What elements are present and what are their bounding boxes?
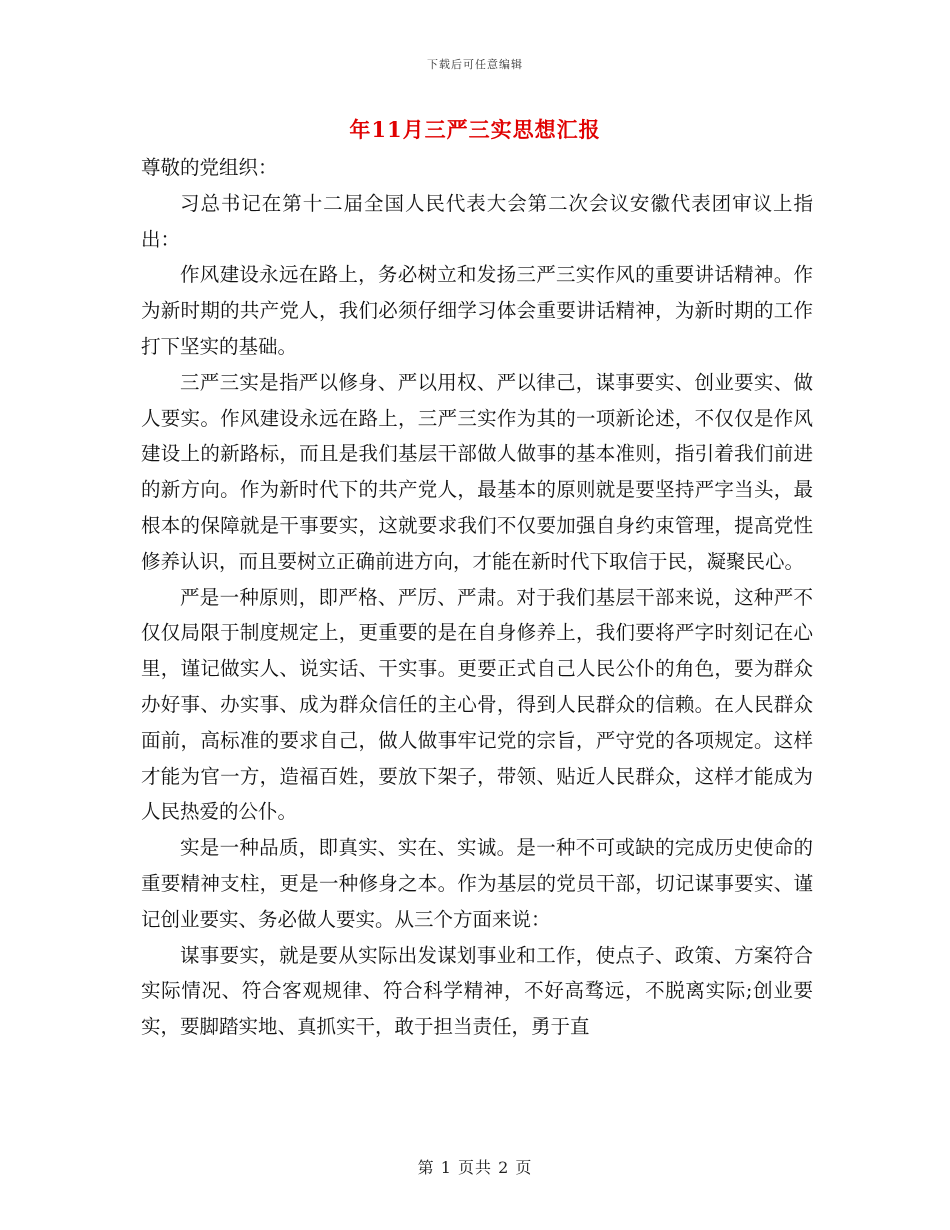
paragraph: 习总书记在第十二届全国人民代表大会第二次会议安徽代表团审议上指出： — [141, 191, 813, 251]
salutation: 尊敬的党组织： — [141, 156, 278, 179]
paragraph: 谋事要实，就是要从实际出发谋划事业和工作，使点子、政策、方案符合实际情况、符合客观规律、符合科学精神，不好高骛远，不脱离实际;创业要实，要脚踏实地、真抓实干，敢于担当责任，勇于直 — [141, 943, 813, 1039]
document-title: 年11月三严三实思想汇报 — [349, 117, 601, 142]
document-body — [141, 150, 813, 1045]
paragraph: 严是一种原则，即严格、严厉、严肃。对于我们基层干部来说，这种严不仅仅局限于制度规定上，更重要的是在自身修养上，我们要将严字时刻记在心里，谨记做实人、说实话、干实事。更要正式自己人民公仆的角色，要为群众办好事、办实事、成为群众信任的主心骨，得到人民群众的信赖。在人民群众面前，高标准的要求自己，做人做事牢记党的宗旨，严守党的各项规定。这样才能为官一方，造福百姓，要放下架子，带领、贴近人民群众，这样才能成为人民热爱的公仆。 — [141, 585, 813, 824]
paragraph: 三严三实是指严以修身、严以用权、严以律己，谋事要实、创业要实、做人要实。作风建设永远在路上，三严三实作为其的一项新论述，不仅仅是作风建设上的新路标，而且是我们基层干部做人做事的基本准则，指引着我们前进的新方向。作为新时代下的共产党人，最基本的原则就是要坚持严字当头，最根本的保障就是干事要实，这就要求我们不仅要加强自身约束管理，提高党性修养认识，而且要树立正确前进方向，才能在新时代下取信于民，凝聚民心。 — [141, 370, 813, 573]
page-header-note: 下载后可任意编辑 — [427, 58, 523, 71]
page-number: 第 1 页共 2 页 — [417, 1158, 533, 1177]
paragraph: 作风建设永远在路上，务必树立和发扬三严三实作风的重要讲话精神。作为新时期的共产党人，我们必须仔细学习体会重要讲话精神，为新时期的工作打下坚实的基础。 — [141, 263, 813, 358]
paragraph: 实是一种品质，即真实、实在、实诚。是一种不可或缺的完成历史使命的重要精神支柱，更是一种修身之本。作为基层的党员干部，切记谋事要实、谨记创业要实、务必做人要实。从三个方面来说： — [141, 836, 813, 931]
